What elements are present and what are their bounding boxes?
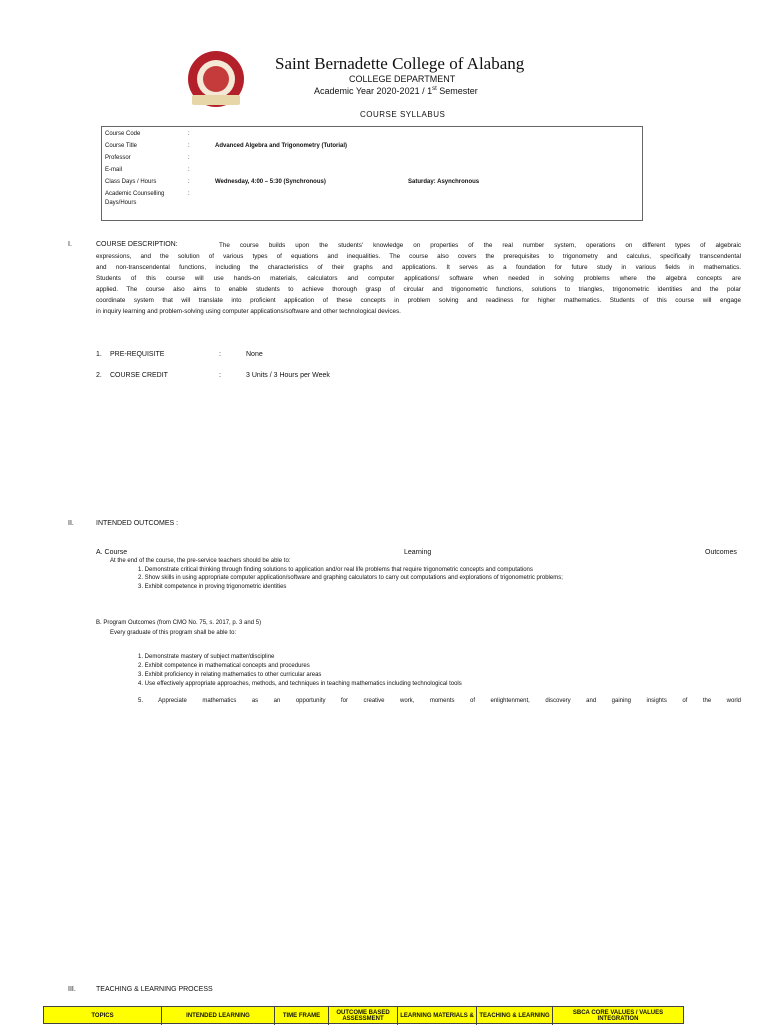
course-outcomes-title-word: Learning — [404, 549, 432, 556]
credit-label: COURSE CREDIT — [110, 372, 168, 379]
colon: : — [188, 143, 190, 149]
counselling-label: Academic Counselling — [105, 191, 165, 197]
course-code-label: Course Code — [105, 131, 141, 137]
class-days-async: Saturday: Asynchronous — [408, 179, 480, 185]
section-heading: TEACHING & LEARNING PROCESS — [96, 986, 213, 993]
department: COLLEGE DEPARTMENT — [349, 74, 456, 84]
program-outcome-item: 2. Exhibit competence in mathematical concepts and procedures — [138, 663, 310, 669]
program-outcome-item: 1. Demonstrate mastery of subject matter/discipline — [138, 654, 275, 660]
teaching-learning-table-header — [43, 1006, 684, 1024]
description-line: and non-transcendental functions, including the characteristics of their graphs and applications. It serves as a foundation for future study in various fields in mathematics. — [96, 264, 741, 271]
credit-number: 2. — [96, 372, 102, 379]
section-number: II. — [68, 520, 74, 527]
document-title: COURSE SYLLABUS — [360, 110, 446, 119]
college-seal-icon — [188, 51, 244, 107]
class-days-label: Class Days / Hours — [105, 179, 157, 185]
outcome-item: 3. Exhibit competence in proving trigonometric identities — [138, 584, 287, 590]
description-line: in inquiry learning and problem-solving using computer applications/software and other technological devices. — [96, 308, 401, 315]
outcome-item: 1. Demonstrate critical thinking through finding solutions to application and/or real life problems that require trigonometric concepts and computations — [138, 567, 533, 573]
column-header: SBCA CORE VALUES / VALUES INTEGRATION — [572, 1010, 664, 1022]
course-title-label: Course Title — [105, 143, 138, 149]
prereq-number: 1. — [96, 351, 102, 358]
description-line: The course builds upon the students' knowledge on properties of the real number system, operations on different types of algebraic — [219, 242, 741, 249]
colon: : — [188, 167, 190, 173]
column-header: LEARNING MATERIALS & — [398, 1007, 477, 1025]
course-outcomes-title-word: A. Course — [96, 549, 128, 556]
counselling-label-2: Days/Hours — [105, 200, 137, 206]
colon: : — [188, 179, 190, 185]
course-title-value: Advanced Algebra and Trigonometry (Tutorial) — [215, 143, 348, 149]
program-outcomes-title: B. Program Outcomes (from CMO No. 75, s. 2017, p. 3 and 5) — [96, 620, 262, 626]
credit-value: 3 Units / 3 Hours per Week — [246, 372, 330, 379]
description-line: Students of this course will use hands-on materials, calculators and computer applications/ software when needed in solving problems where the algebra concepts are — [96, 275, 741, 282]
course-outcomes-intro: At the end of the course, the pre-service teachers should be able to: — [110, 558, 291, 564]
college-name: Saint Bernadette College of Alabang — [275, 54, 525, 73]
description-line: coordinate system that will translate into proficient application of these concepts in problem solving and readiness for higher mathematics. Students of this course will engage — [96, 297, 741, 304]
description-line: applied. The course also aims to enable students to achieve thorough grasp of circular and trigonometric functions, solutions to triangles, trigonometric identities and the polar — [96, 286, 741, 293]
colon: : — [219, 372, 221, 379]
column-header: INTENDED LEARNING — [162, 1007, 275, 1025]
colon: : — [188, 191, 190, 197]
section-number: III. — [68, 986, 76, 993]
colon: : — [219, 351, 221, 358]
column-header: TIME FRAME — [275, 1007, 329, 1025]
outcome-item: 2. Show skills in using appropriate computer application/software and graphing calculators to carry out computations and explorations of trigonometric problems; — [138, 575, 563, 581]
academic-year: Academic Year 2020-2021 / 1st Semester — [314, 86, 478, 96]
colon: : — [188, 131, 190, 137]
section-number: I. — [68, 241, 72, 248]
program-outcome-item: 5. Appreciate mathematics as an opportunity for creative work, moments of enlightenment, discovery and gaining insights of the world — [138, 698, 741, 704]
program-outcomes-intro: Every graduate of this program shall be able to: — [110, 630, 237, 636]
professor-label: Professor — [105, 155, 131, 161]
email-label: E-mail — [105, 167, 123, 173]
column-header: OUTCOME BASED ASSESSMENT — [329, 1007, 398, 1025]
course-info-box — [101, 126, 643, 221]
section-heading: INTENDED OUTCOMES : — [96, 520, 179, 527]
class-days-value: Wednesday, 4:00 – 5:30 (Synchronous) — [215, 179, 326, 185]
column-header: TEACHING & LEARNING — [477, 1007, 553, 1025]
section-heading: COURSE DESCRIPTION: — [96, 241, 178, 248]
column-header: TOPICS — [44, 1007, 162, 1025]
colon: : — [188, 155, 190, 161]
program-outcome-item: 3. Exhibit proficiency in relating mathematics to other curricular areas — [138, 672, 322, 678]
program-outcome-item: 4. Use effectively appropriate approaches, methods, and techniques in teaching mathematics including technological tools — [138, 681, 462, 687]
description-line: expressions, and the solution of various types of equations and inequalities. The course also covers the prerequisites to trigonometry and calculus, specifically transcendental — [96, 253, 741, 260]
course-outcomes-title-word: Outcomes — [705, 549, 737, 556]
prereq-label: PRE-REQUISITE — [110, 351, 165, 358]
prereq-value: None — [246, 351, 263, 358]
